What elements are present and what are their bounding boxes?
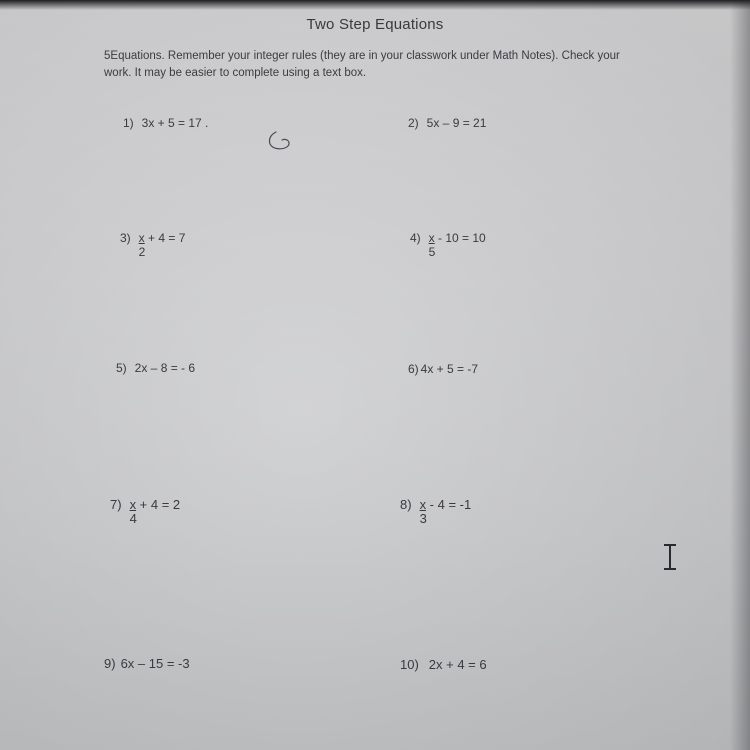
problem-equation: 6x – 15 = -3 <box>120 656 190 671</box>
fraction-numerator: x <box>129 497 137 512</box>
problem-number: 5) <box>116 361 127 375</box>
fraction-denominator: 3 <box>419 511 427 526</box>
problem-9 <box>104 656 190 671</box>
fraction-numerator: x <box>428 231 435 245</box>
problem-8 <box>400 497 472 526</box>
problem-10 <box>400 657 487 672</box>
problem-3 <box>120 231 186 259</box>
problem-equation: 5x – 9 = 21 <box>426 116 487 130</box>
problem-equation: - 4 = -1 <box>426 497 472 512</box>
problem-number: 4) <box>410 231 421 245</box>
problem-number: 1) <box>123 116 134 130</box>
problem-1 <box>123 116 208 130</box>
problem-7 <box>110 497 181 526</box>
top-shadow <box>0 0 750 10</box>
worksheet-instructions: 5Equations. Remember your integer rules (they are in your classwork under Math Notes). Check your work. It may be easier to complete using a text box. <box>104 50 620 79</box>
fraction-denominator: 2 <box>138 245 146 259</box>
problem-number: 9) <box>104 656 116 671</box>
problem-number: 8) <box>400 497 412 512</box>
problem-equation: + 4 = 7 <box>144 231 186 245</box>
problem-equation: - 10 = 10 <box>434 231 486 245</box>
fraction-denominator: 4 <box>129 511 137 526</box>
fraction-numerator: x <box>419 497 427 512</box>
problem-number: 10) <box>400 657 419 672</box>
text-cursor-icon <box>660 542 680 572</box>
fraction <box>138 231 146 259</box>
problem-5 <box>116 361 195 375</box>
fraction <box>419 497 427 526</box>
handwritten-5-mark <box>262 126 296 160</box>
problem-6 <box>408 362 478 376</box>
fraction-denominator: 5 <box>428 245 436 259</box>
right-shadow <box>730 0 750 750</box>
fraction-numerator: x <box>138 231 145 245</box>
problem-number: 6) <box>408 362 419 376</box>
fraction <box>129 497 137 526</box>
problem-equation: 3x + 5 = 17 . <box>141 116 209 130</box>
problem-number: 7) <box>110 497 122 512</box>
problem-2 <box>408 116 486 130</box>
problem-number: 2) <box>408 116 419 130</box>
problem-number: 3) <box>120 231 131 245</box>
problem-equation: 2x – 8 = - 6 <box>134 361 196 375</box>
problem-equation: 4x + 5 = -7 <box>420 362 479 376</box>
worksheet-title: Two Step Equations <box>306 16 444 33</box>
fraction <box>428 231 436 259</box>
problem-equation: 2x + 4 = 6 <box>428 657 487 672</box>
problem-equation: + 4 = 2 <box>136 497 181 512</box>
problem-4 <box>410 231 486 259</box>
